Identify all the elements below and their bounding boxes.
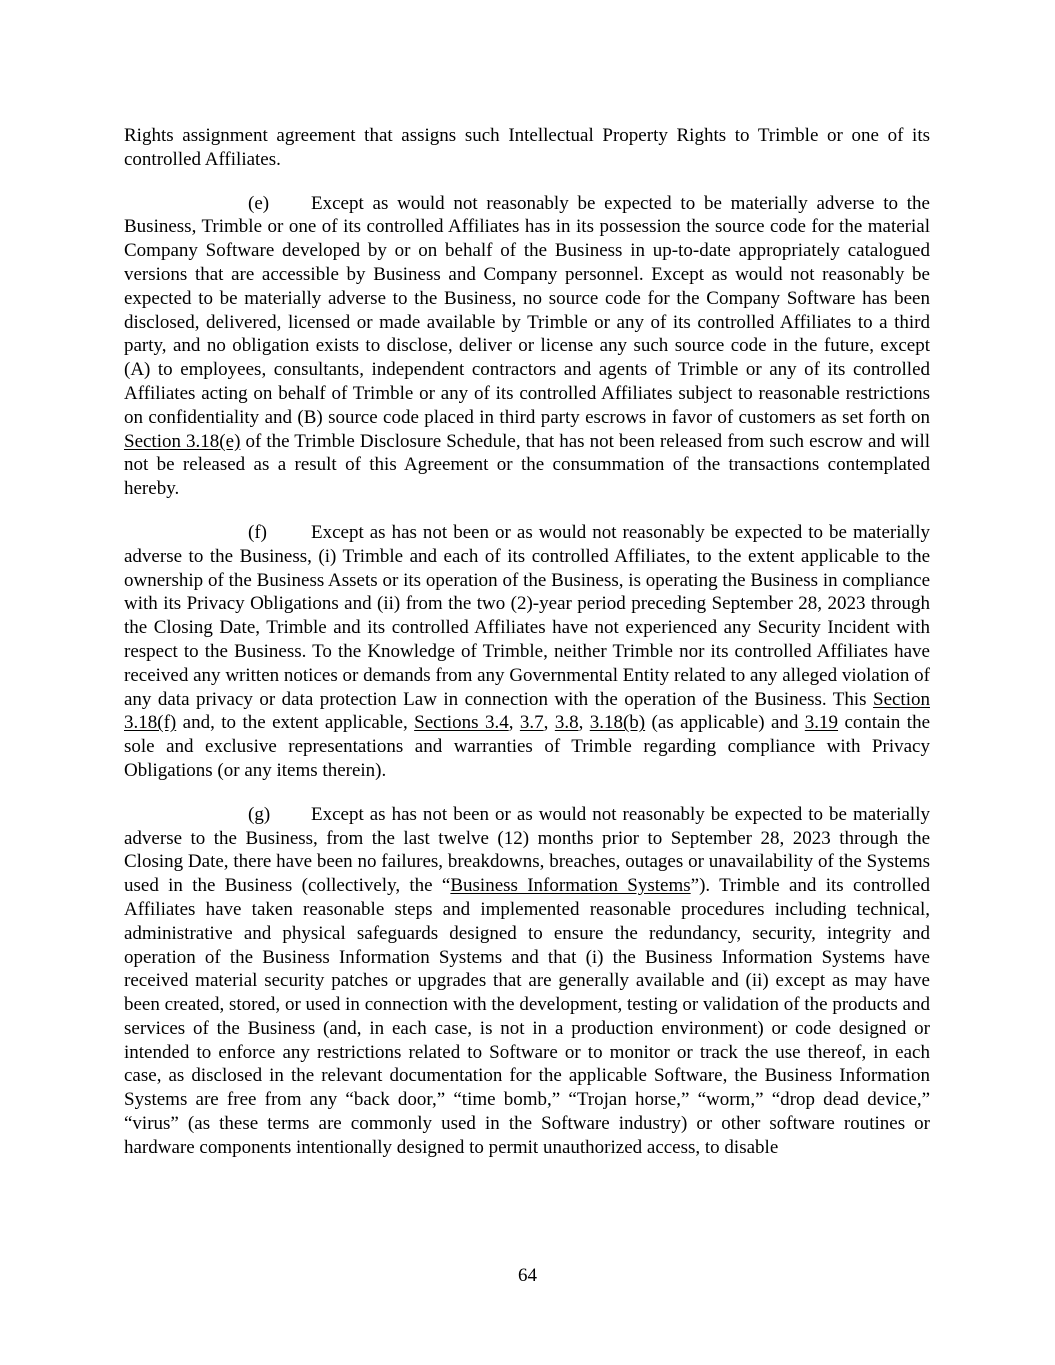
paragraph-f — [124, 521, 930, 783]
paragraph-e-text-2: of the Trimble Disclosure Schedule, that has not been released from such escrow and will not be released as a result of this Agreement or the consummation of the transactions contemplated hereby. — [124, 430, 931, 500]
section-3-8-reference: 3.8 — [554, 712, 579, 734]
document-body — [124, 124, 930, 1160]
paragraph-g-text-1: Except as has not been or as would not reasonably be expected to be materially adverse to the Business, from the last twelve (12) months prior to September 28, 2023 through the Closing Date, there have been no failures, breakdowns, breaches, outages or unavailability of the Systems used in the Business (collectively, the “ — [124, 803, 930, 897]
section-3-18-f-reference: Section 3.18(f) — [124, 688, 930, 734]
section-3-18-b-reference: 3.18(b) — [589, 712, 646, 734]
paragraph-g-text-2: ”). Trimble and its controlled Affiliates have taken reasonable steps and implemented reasonable procedures including technical, administrative and physical safeguards designed to ensure the redundancy, security, integrity and operation of the Business Information Systems and that (i) the Business Information Systems have received material security patches or upgrades that are generally available and (ii) except as may have been created, stored, or used in connection with the development, testing or validation of the products and services of the Business (and, in each case, is not in a production environment) or code designed or intended to enforce any restrictions related to Software or to monitor or track the use thereof, in each case, as disclosed in the relevant documentation for the applicable Software, the Business Information Systems are free from any “back door,” “time bomb,” “Trojan horse,” “worm,” “drop dead device,” “virus” (as these terms are commonly used in the Software industry) or other software routines or hardware components intentionally designed to permit unauthorized access, to disable — [124, 875, 930, 1158]
paragraph-e — [124, 192, 930, 501]
business-information-systems-term: Business Information Systems — [450, 875, 691, 897]
paragraph-e-text-1: Except as would not reasonably be expected to be materially adverse to the Business, Trimble or one of its controlled Affiliates has in its possession the source code for the material Company Software developed by or on behalf of the Business in up-to-date appropriately catalogued versions that are accessible by Business and Company personnel. Except as would not reasonably be expected to be materially adverse to the Business, no source code for the Company Software has been disclosed, delivered, licensed or made available by Trimble or any of its controlled Affiliates to a third party, and no obligation exists to disclose, deliver or license any such source code in the future, except (A) to employees, consultants, independent contractors and agents of Trimble or any of its controlled Affiliates acting on behalf of Trimble or any of its controlled Affiliates subject to reasonable restrictions on confidentiality and (B) source code placed in third party escrows in favor of customers as set forth on — [124, 192, 930, 428]
page-number: 64 — [518, 1265, 537, 1286]
paragraph-g-label: (g) — [248, 803, 271, 825]
paragraph-e-label: (e) — [248, 192, 270, 214]
section-3-7-reference: 3.7 — [519, 712, 544, 734]
paragraph-f-text-2: and, to the extent applicable, — [176, 712, 415, 734]
intro-paragraph: Rights assignment agreement that assigns such Intellectual Property Rights to Trimble or one of its controlled Affiliates. — [124, 125, 930, 170]
section-3-19-reference: 3.19 — [804, 712, 839, 734]
separator-2: , — [543, 712, 555, 734]
sections-3-4-reference: Sections 3.4 — [414, 712, 509, 734]
paragraph-f-label: (f) — [248, 521, 267, 543]
section-3-18-e-reference: Section 3.18(e) — [124, 430, 241, 452]
paragraph-f-text-1: Except as has not been or as would not reasonably be expected to be materially adverse to the Business, (i) Trimble and each of its controlled Affiliates, to the extent applicable to the ownership of the Business Assets or its operation of the Business, is operating the Business in compliance with its Privacy Obligations and (ii) from the two (2)-year period preceding September 28, 2023 through the Closing Date, Trimble and its controlled Affiliates have not experienced any Security Incident with respect to the Business. To the Knowledge of Trimble, neither Trimble nor its controlled Affiliates have received any written notices or demands from any Governmental Entity related to any alleged violation of any data privacy or data protection Law in connection with the operation of the Business. This — [124, 521, 930, 710]
paragraph-f-text-4: contain the sole and exclusive representations and warranties of Trimble regarding compliance with Privacy Obligations (or any items therein). — [124, 712, 931, 781]
separator-3: , — [578, 712, 590, 734]
paragraph-f-text-3: (as applicable) and — [645, 712, 805, 734]
paragraph-g — [124, 803, 930, 1160]
separator-1: , — [508, 712, 520, 734]
